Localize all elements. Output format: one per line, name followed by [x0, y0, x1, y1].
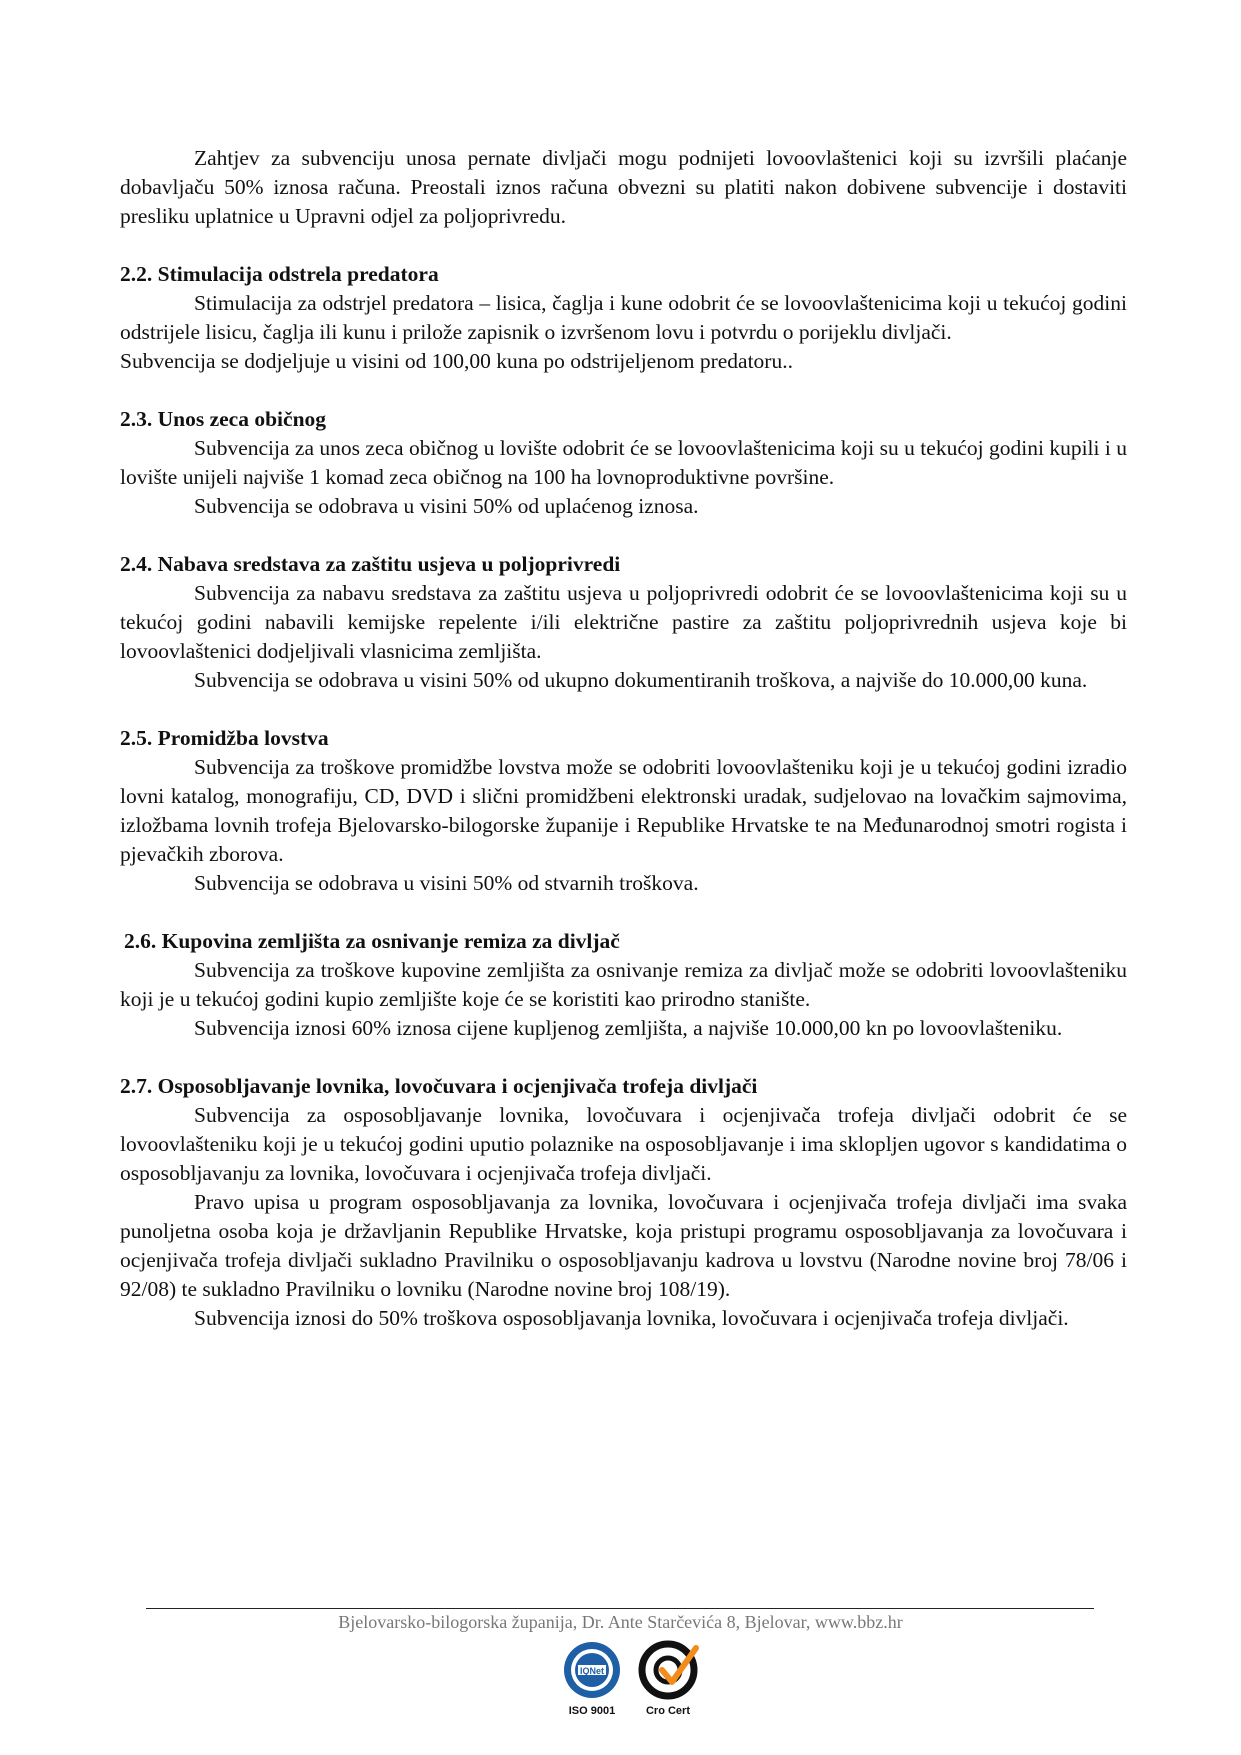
footer-address: Bjelovarsko-bilogorska županija, Dr. Ante Starčevića 8, Bjelovar, www.bbz.hr [338, 1612, 903, 1632]
section-paragraph: Subvencija za osposobljavanje lovnika, lovočuvara i ocjenjivača trofeja divljači odobrit će se lovoovlašteniku koji je u tekućoj godini uputio polaznike na osposobljavanje i ima sklopljen ugovor s kandidatima o osposobljavanju za lovnika, lovočuvara i ocjenjivača trofeja divljači. [120, 1103, 1127, 1185]
iso-label: ISO 9001 [568, 1705, 616, 1717]
section-heading-2-7: 2.7. Osposobljavanje lovnika, lovočuvara i ocjenjivača trofeja divljači [120, 1074, 758, 1098]
footer-divider [146, 1608, 1094, 1609]
section-paragraph: Subvencija iznosi 60% iznosa cijene kupljenog zemljišta, a najviše 10.000,00 kn po lovoovlašteniku. [194, 1016, 1063, 1040]
crocert-label: Cro Cert [645, 1705, 691, 1717]
section-paragraph: Subvencija se odobrava u visini 50% od ukupno dokumentiranih troškova, a najviše do 10.000,00 kuna. [194, 668, 1088, 692]
section-paragraph: Subvencija za unos zeca običnog u lovište odobrit će se lovoovlaštenicima koji su u tekućoj godini kupili i u lovište unijeli najviše 1 komad zeca običnog na 100 ha lovnoproduktivne površine. [120, 436, 1127, 489]
document-body [120, 144, 1127, 1333]
section-paragraph: Subvencija se odobrava u visini 50% od stvarnih troškova. [194, 871, 699, 895]
section-heading-2-5: 2.5. Promidžba lovstva [120, 726, 329, 750]
section-paragraph: Stimulacija za odstrjel predatora – lisica, čaglja i kune odobrit će se lovoovlaštenicima koji u tekućoj godini odstrijele lisicu, čaglja ili kunu i prilože zapisnik o izvršenom lovu i potvrdu o porijeklu divljači. [120, 291, 1127, 344]
intro-paragraph: Zahtjev za subvenciju unosa pernate divljači mogu podnijeti lovoovlaštenici koji su izvršili plaćanje dobavljaču 50% iznosa računa. Preostali iznos računa obvezni su platiti nakon dobivene subvencije i dostaviti presliku uplatnice u Upravni odjel za poljoprivredu. [120, 146, 1127, 228]
section-paragraph: Subvencija za nabavu sredstava za zaštitu usjeva u poljoprivredi odobrit će se lovoovlaštenicima koji su u tekućoj godini nabavili kemijske repelente i/ili električne pastire za zaštitu poljoprivrednih usjeva koje bi lovoovlaštenici dodjeljivali vlasnicima zemljišta. [120, 581, 1127, 663]
section-paragraph: Subvencija se dodjeljuje u visini od 100,00 kuna po odstrijeljenom predatoru.. [120, 349, 793, 373]
section-heading-2-4: 2.4. Nabava sredstava za zaštitu usjeva u poljoprivredi [120, 552, 621, 576]
section-heading-2-2: 2.2. Stimulacija odstrela predatora [120, 262, 439, 286]
section-paragraph: Subvencija se odobrava u visini 50% od uplaćenog iznosa. [194, 494, 699, 518]
iqnet-logo-icon [558, 1640, 718, 1720]
section-paragraph: Subvencija za troškove kupovine zemljišta za osnivanje remiza za divljač može se odobriti lovoovlašteniku koji je u tekućoj godini kupio zemljište koje će se koristiti kao prirodno stanište. [120, 958, 1127, 1011]
section-paragraph: Subvencija za troškove promidžbe lovstva može se odobriti lovoovlašteniku koji je u tekućoj godini izradio lovni katalog, monografiju, CD, DVD i slični promidžbeni elektronski uradak, sudjelovao na lovačkim sajmovima, izložbama lovnih trofeja Bjelovarsko-bilogorske županije i Republike Hrvatske te na Međunarodnoj smotri rogista i pjevačkih zborova. [120, 755, 1127, 866]
section-heading-2-3: 2.3. Unos zeca običnog [120, 407, 327, 431]
section-paragraph: Subvencija iznosi do 50% troškova osposobljavanja lovnika, lovočuvara i ocjenjivača trofeja divljači. [194, 1306, 1069, 1330]
iqnet-label: IQNet [579, 1666, 605, 1676]
section-heading-2-6: 2.6. Kupovina zemljišta za osnivanje remiza za divljač [124, 929, 620, 953]
certification-logos [558, 1640, 718, 1720]
section-paragraph: Pravo upisa u program osposobljavanja za lovnika, lovočuvara i ocjenjivača trofeja divljači ima svaka punoljetna osoba koja je državljanin Republike Hrvatske, koja pristupi programu osposobljavanja za lovočuvara i ocjenjivača trofeja divljači sukladno Pravilniku o osposobljavanju kadrova u lovstvu (Narodne novine broj 78/06 i 92/08) te sukladno Pravilniku o lovniku (Narodne novine broj 108/19). [120, 1190, 1127, 1301]
